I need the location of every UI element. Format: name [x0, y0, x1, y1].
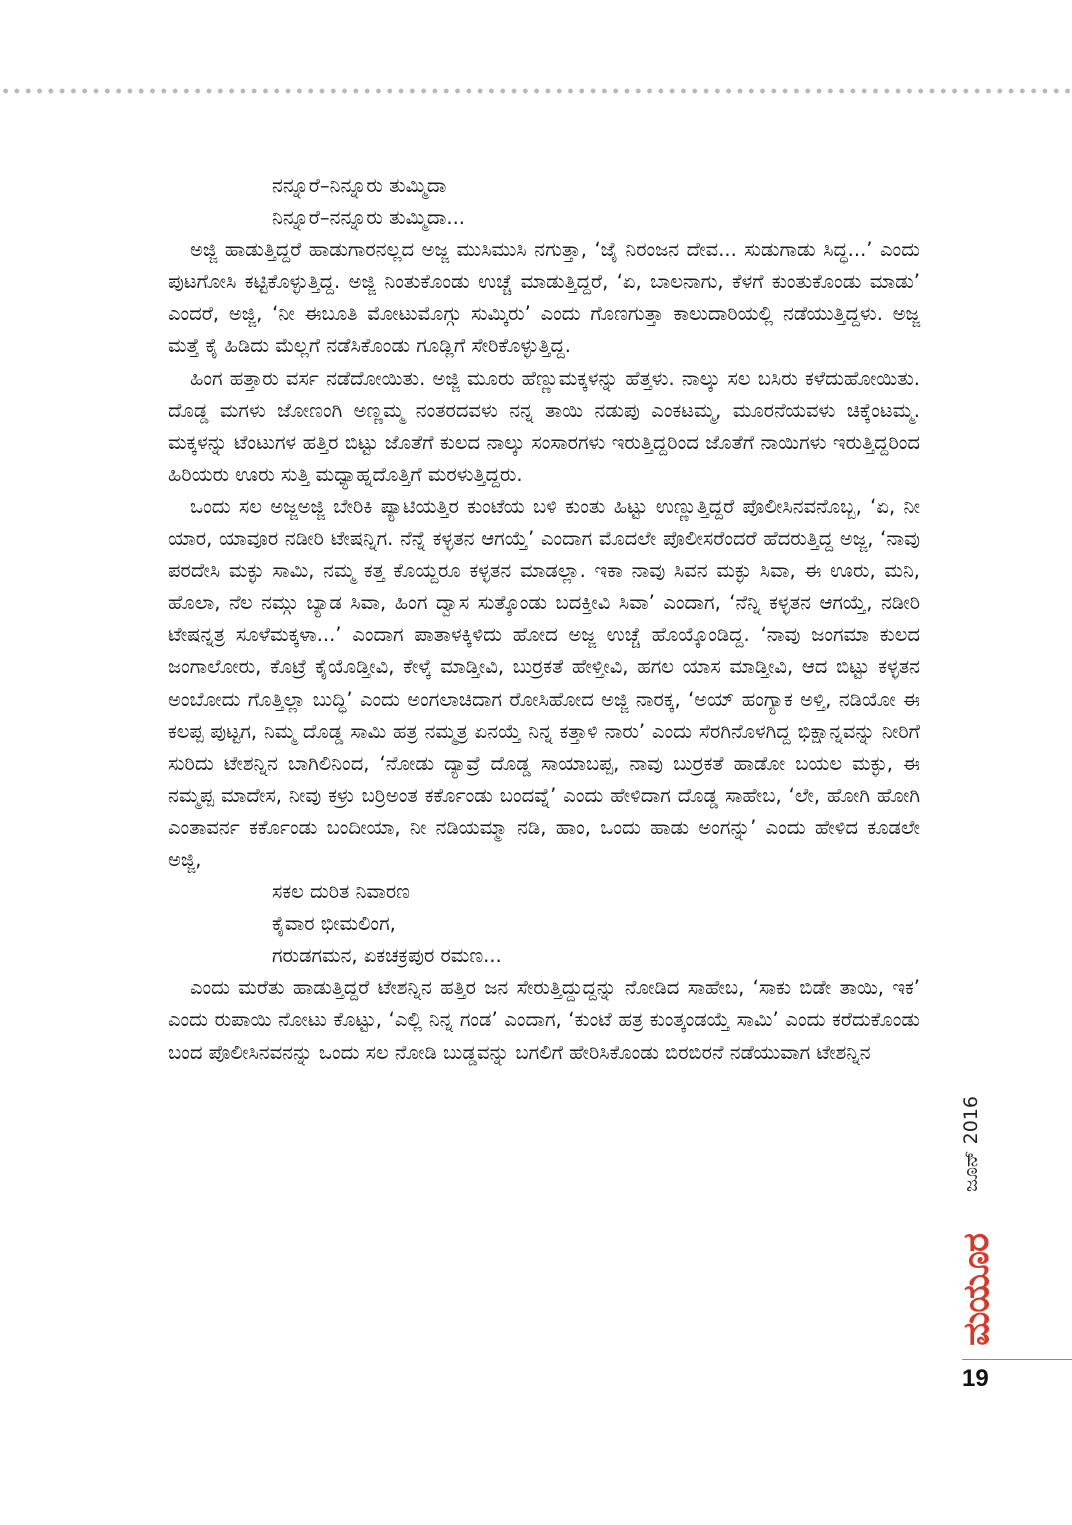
verse-line: ನಿನ್ನೂರೆ–ನನ್ನೂರು ತುಮ್ಮಿದಾ...: [272, 206, 465, 230]
folio-divider: [962, 1359, 1072, 1360]
verse-line: ಕೈವಾರ ಭೀಮಲಿಂಗ,: [272, 912, 396, 936]
verse-block-2: [168, 876, 920, 972]
dotted-header-rule: [0, 87, 1072, 95]
paragraph: ಹಿಂಗ ಹತ್ತಾರು ವರ್ಸ ನಡೆದೋಯಿತು. ಅಜ್ಜಿ ಮೂರು ಹೆಣ್ಣುಮಕ್ಕಳನ್ನು ಹೆತ್ತಳು. ನಾಲ್ಕು ಸಲ ಬಸಿರು ಕಳೆದುಹೋಯಿತು. ದೊಡ್ಡ ಮಗಳು ಜೋಣಂಗಿ ಅಣ್ಣಮ್ಮ ನಂತರದವಳು ನನ್ನ ತಾಯಿ ನಡುಪು ಎಂಕಟಮ್ಮ, ಮೂರನೆಯವಳು ಚಿಕ್ಕೆಂಟಮ್ಮ. ಮಕ್ಕಳನ್ನು ಟೆಂಟುಗಳ ಹತ್ತಿರ ಬಿಟ್ಟು ಜೊತೆಗೆ ಕುಲದ ನಾಲ್ಕು ಸಂಸಾರಗಳು ಇರುತ್ತಿದ್ದರಿಂದ ಜೊತೆಗೆ ನಾಯಿಗಳು ಇರುತ್ತಿದ್ದರಿಂದ ಹಿರಿಯರು ಊರು ಸುತ್ತಿ ಮಧ್ಯಾಹ್ನದೊತ್ತಿಗೆ ಮರಳುತ್ತಿದ್ದರು.: [168, 366, 920, 486]
paragraph: ಎಂದು ಮರೆತು ಹಾಡುತ್ತಿದ್ದರೆ ಟೇಶನ್ನಿನ ಹತ್ತಿರ ಜನ ಸೇರುತ್ತಿದ್ದುದ್ದನ್ನು ನೋಡಿದ ಸಾಹೇಬ, ‘ಸಾಕು ಬಿಡೇ ತಾಯಿ, ಇಕ’ ಎಂದು ರುಪಾಯಿ ನೋಟು ಕೊಟ್ಟು, ‘ಎಲ್ಲಿ ನಿನ್ನ ಗಂಡ’ ಎಂದಾಗ, ‘ಕುಂಟೆ ಹತ್ರ ಕುಂತ್ಕಂಡಯ್ತೆ ಸಾಮಿ’ ಎಂದು ಕರೆದುಕೊಂಡು ಬಂದ ಪೊಲೀಸಿನವನನ್ನು ಒಂದು ಸಲ ನೋಡಿ ಬುಡ್ಡವನ್ನು ಬಗಲಿಗೆ ಹೇರಿಸಿಕೊಂಡು ಬಿರಬಿರನೆ ನಡೆಯುವಾಗ ಟೇಶನ್ನಿನ: [168, 976, 920, 1064]
issue-date: ಜೂನ್ 2016: [960, 1096, 982, 1193]
magazine-logo: ಮಯೂರ: [956, 1234, 997, 1346]
page-number: 19: [962, 1365, 989, 1392]
verse-line: ನನ್ನೂರೆ–ನಿನ್ನೂರು ತುಮ್ಮಿದಾ: [272, 174, 447, 197]
article-body: [168, 170, 920, 1069]
verse-line: ಗರುಡಗಮನ, ಏಕಚಕ್ರಪುರ ರಮಣ...: [272, 944, 502, 968]
paragraph: ಅಜ್ಜಿ ಹಾಡುತ್ತಿದ್ದರೆ ಹಾಡುಗಾರನಲ್ಲದ ಅಜ್ಜ ಮುಸಿಮುಸಿ ನಗುತ್ತಾ, ‘ಜೈ ನಿರಂಜನ ದೇವ... ಸುಡುಗಾಡು ಸಿದ್ಧ...’ ಎಂದು ಪುಟಗೋಸಿ ಕಟ್ಟಿಕೊಳ್ಳುತ್ತಿದ್ದ. ಅಜ್ಜಿ ನಿಂತುಕೊಂಡು ಉಚ್ಚೆ ಮಾಡುತ್ತಿದ್ದರೆ, ‘ಏ, ಬಾಲನಾಗು, ಕೆಳಗೆ ಕುಂತುಕೊಂಡು ಮಾಡು’ ಎಂದರೆ, ಅಜ್ಜಿ, ‘ನೀ ಈಬೂತಿ ಮೋಟುಮೊಗ್ಗು ಸುಮ್ಕಿರು’ ಎಂದು ಗೊಣಗುತ್ತಾ ಕಾಲುದಾರಿಯಲ್ಲಿ ನಡೆಯುತ್ತಿದ್ದಳು. ಅಜ್ಜ ಮತ್ತೆ ಕೈ ಹಿಡಿದು ಮೆಲ್ಲಗೆ ನಡೆಸಿಕೊಂಡು ಗೂಡ್ಲಿಗೆ ಸೇರಿಕೊಳ್ಳುತ್ತಿದ್ದ.: [168, 238, 920, 358]
paragraph: ಒಂದು ಸಲ ಅಜ್ಜಅಜ್ಜಿ ಬೇರಿಕಿ ಪ್ಯಾಟಿಯತ್ತಿರ ಕುಂಟೆಯ ಬಳಿ ಕುಂತು ಹಿಟ್ಟು ಉಣ್ಣುತ್ತಿದ್ದರೆ ಪೊಲೀಸಿನವನೊಬ್ಬ, ‘ಏ, ನೀ ಯಾರ, ಯಾವೂರ ನಡೀರಿ ಟೇಷನ್ನಿಗ. ನೆನ್ನೆ ಕಳ್ಳತನ ಆಗಯ್ತೆ’ ಎಂದಾಗ ಮೊದಲೇ ಪೊಲೀಸರೆಂದರೆ ಹೆದರುತ್ತಿದ್ದ ಅಜ್ಜ, ‘ನಾವು ಪರದೇಸಿ ಮಕ್ಳು ಸಾಮಿ, ನಮ್ಮ ಕತ್ತ ಕೊಯ್ದರೂ ಕಳ್ಳತನ ಮಾಡಲ್ಲಾ. ಇಕಾ ನಾವು ಸಿವನ ಮಕ್ಳು ಸಿವಾ, ಈ ಊರು, ಮನಿ, ಹೊಲಾ, ನೆಲ ನಮ್ಗು ಬ್ಯಾಡ ಸಿವಾ, ಹಿಂಗ ದ್ವಾಸ ಸುತ್ಕೊಂಡು ಬದಕ್ತೀವಿ ಸಿವಾ’ ಎಂದಾಗ, ‘ನೆನ್ನಿ ಕಳ್ಳತನ ಆಗಯ್ತೆ, ನಡೀರಿ ಟೇಷನ್ನತ್ರ ಸೂಳೆಮಕ್ಕಳಾ...’ ಎಂದಾಗ ಪಾತಾಳಕ್ಕಿಳಿದು ಹೋದ ಅಜ್ಜ ಉಚ್ಚೆ ಹೊಯ್ಕೊಂಡಿದ್ದ. ‘ನಾವು ಜಂಗಮಾ ಕುಲದ ಜಂಗಾಲೋರು, ಕೊಟ್ರೆ ಕೈಯೊಡ್ತೀವಿ, ಕೇಳ್ಕೆ ಮಾಡ್ತೀವಿ, ಬುರ್‍ರಕತೆ ಹೇಳ್ತೀವಿ, ಹಗಲ ಯಾಸ ಮಾಡ್ತೀವಿ, ಆದ ಬಿಟ್ಟು ಕಳ್ಳತನ ಅಂಬೋದು ಗೊತ್ತಿಲ್ಲಾ ಬುದ್ಧಿ’ ಎಂದು ಅಂಗಲಾಚಿದಾಗ ರೋಸಿಹೋದ ಅಜ್ಜಿ ನಾರಕ್ಕ, ‘ಅಯ್ ಹಂಗ್ಯಾಕ ಅಳ್ತಿ, ನಡಿಯೋ ಈ ಕಲಪ್ಪ ಪುಟ್ಟಗ, ನಿಮ್ಮ ದೊಡ್ಡ ಸಾಮಿ ಹತ್ರ ನಮ್ಮತ್ರ ಏನಯ್ತೆ ನಿನ್ನ ಕತ್ತಾಳಿ ನಾರು’ ಎಂದು ಸೆರಗಿನೊಳಗಿದ್ದ ಭಿಕ್ಷಾನ್ನವನ್ನು ನೀರಿಗೆ ಸುರಿದು ಟೇಶನ್ನಿನ ಬಾಗಿಲಿನಿಂದ, ‘ನೋಡು ದ್ಯಾವ್ರೆ ದೊಡ್ಡ ಸಾಯಾಬಪ್ಪ, ನಾವು ಬುರ್‍ರಕತೆ ಹಾಡೋ ಬಯಲ ಮಕ್ಳು, ಈ ನಮ್ಮಪ್ಪ ಮಾದೇಸ, ನೀವು ಕಳ್ರು ಬರ್‍ರಿಅಂತ ಕರ್ಕೊಂಡು ಬಂದವ್ನೆ’ ಎಂದು ಹೇಳಿದಾಗ ದೊಡ್ಡ ಸಾಹೇಬ, ‘ಲೇ, ಹೋಗಿ ಹೋಗಿ ಎಂತಾವರ್ನ ಕರ್ಕೊಂಡು ಬಂದೀಯಾ, ನೀ ನಡಿಯಮ್ಮಾ ನಡಿ, ಹಾಂ, ಒಂದು ಹಾಡು ಅಂಗನ್ನು’ ಎಂದು ಹೇಳಿದ ಕೂಡಲೇ ಅಜ್ಜಿ,: [168, 494, 920, 871]
verse-line: ಸಕಲ ದುರಿತ ನಿವಾರಣ: [272, 880, 410, 904]
verse-block-1: [168, 170, 920, 234]
